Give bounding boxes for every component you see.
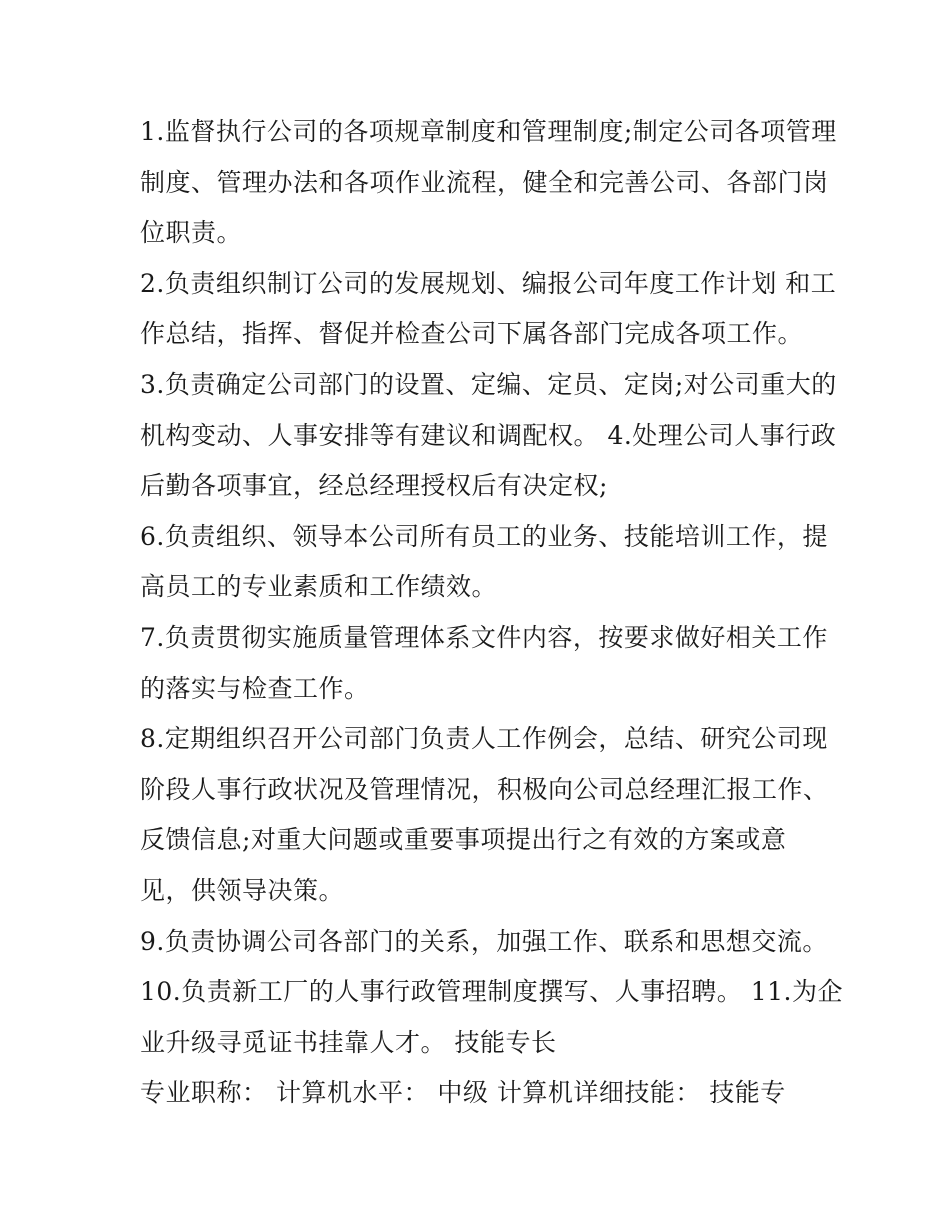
text-line: 机构变动、人事安排等有建议和调配权。 4.处理公司人事行政 bbox=[140, 420, 837, 450]
text-line: 专业职称： 计算机水平： 中级 计算机详细技能： 技能专 bbox=[140, 1078, 786, 1108]
text-line: 2.负责组织制订公司的发展规划、编报公司年度工作计划 和工 bbox=[140, 268, 837, 298]
text-line: 10.负责新工厂的人事行政管理制度撰写、人事招聘。 11.为企 bbox=[140, 977, 843, 1007]
text-line: 制度、管理办法和各项作业流程，健全和完善公司、各部门岗 bbox=[140, 167, 829, 197]
text-line: 1.监督执行公司的各项规章制度和管理制度;制定公司各项管理 bbox=[140, 117, 837, 146]
text-line: 后勤各项事宜，经总经理授权后有决定权; bbox=[140, 471, 608, 501]
text-line: 业升级寻觅证书挂靠人才。 技能专长 bbox=[140, 1027, 557, 1057]
text-line: 阶段人事行政状况及管理情况，积极向公司总经理汇报工作、 bbox=[140, 774, 829, 804]
text-line: 位职责。 bbox=[140, 218, 243, 248]
text-line: 7.负责贯彻实施质量管理体系文件内容，按要求做好相关工作 bbox=[140, 622, 828, 652]
text-line: 高员工的专业素质和工作绩效。 bbox=[140, 572, 498, 602]
text-line: 9.负责协调公司各部门的关系，加强工作、联系和思想交流。 bbox=[140, 926, 828, 956]
text-line: 见，供领导决策。 bbox=[140, 875, 345, 905]
text-line: 8.定期组织召开公司部门负责人工作例会，总结、研究公司现 bbox=[140, 724, 828, 754]
text-line: 的落实与检查工作。 bbox=[140, 673, 370, 703]
document-body bbox=[140, 107, 843, 1119]
text-line: 6.负责组织、领导本公司所有员工的业务、技能培训工作，提 bbox=[140, 521, 828, 551]
text-line: 3.负责确定公司部门的设置、定编、定员、定岗;对公司重大的 bbox=[140, 369, 837, 399]
text-line: 反馈信息;对重大问题或重要事项提出行之有效的方案或意 bbox=[140, 825, 787, 855]
text-line: 作总结，指挥、督促并检查公司下属各部门完成各项工作。 bbox=[140, 319, 804, 349]
